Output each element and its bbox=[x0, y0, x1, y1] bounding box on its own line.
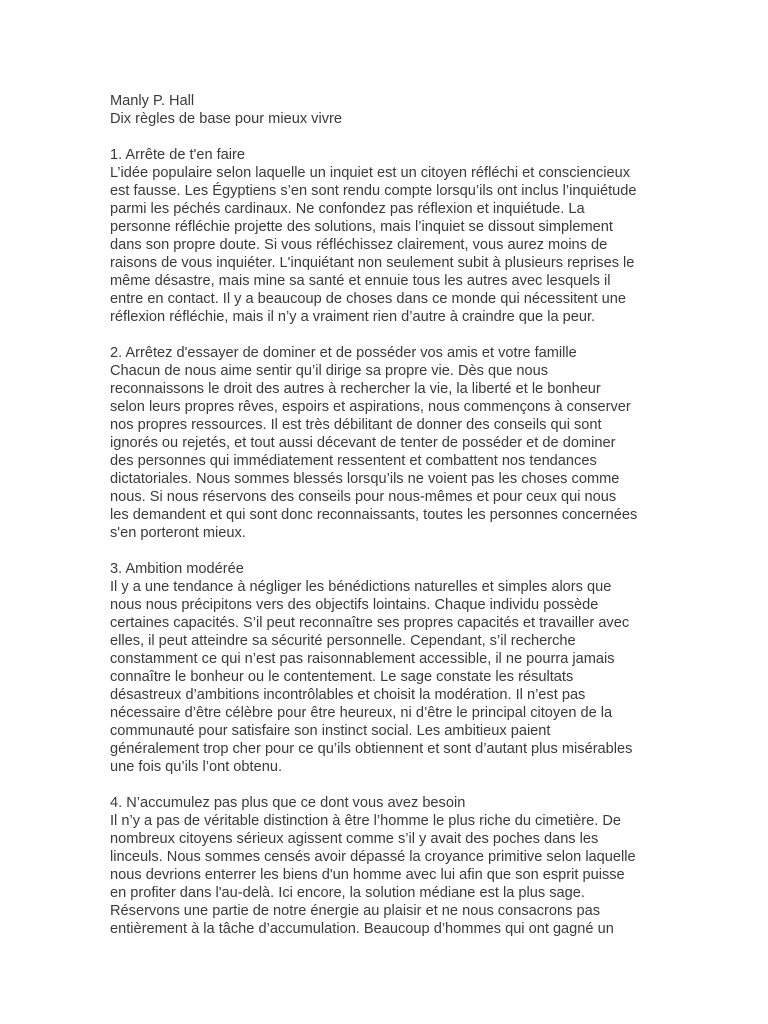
paragraph-line: ignorés ou rejetés, et tout aussi décevant de tenter de posséder et de dominer bbox=[110, 435, 616, 451]
paragraph-line: Il y a une tendance à négliger les bénédictions naturelles et simples alors que bbox=[110, 579, 612, 595]
paragraph-line: reconnaissons le droit des autres à rechercher la vie, la liberté et le bonheur bbox=[110, 381, 601, 397]
paragraph-line: en profiter dans l'au-delà. Ici encore, la solution médiane est la plus sage. bbox=[110, 885, 585, 901]
paragraph-line: nécessaire d’être célèbre pour être heureux, ni d’être le principal citoyen de la bbox=[110, 705, 613, 721]
section-2 bbox=[110, 344, 658, 542]
paragraph-line: des personnes qui immédiatement ressentent et combattent nos tendances bbox=[110, 453, 597, 469]
section-heading: 4. N’accumulez pas plus que ce dont vous avez besoin bbox=[110, 795, 466, 811]
paragraph-line: nombreux citoyens sérieux agissent comme s’il y avait des poches dans les bbox=[110, 831, 599, 847]
paragraph-line: Réservons une partie de notre énergie au plaisir et ne nous consacrons pas bbox=[110, 903, 601, 919]
section-paragraph bbox=[110, 812, 658, 938]
paragraph-line: communauté pour satisfaire son instinct social. Les ambitieux paient bbox=[110, 723, 551, 739]
paragraph-line: nos propres ressources. Il est très débilitant de donner des conseils qui sont bbox=[110, 417, 602, 433]
paragraph-line: réflexion réfléchie, mais il n’y a vraiment rien d’autre à craindre que la peur. bbox=[110, 309, 596, 325]
paragraph-line: une fois qu’ils l’ont obtenu. bbox=[110, 759, 282, 775]
paragraph-line: linceuls. Nous sommes censés avoir dépassé la croyance primitive selon laquelle bbox=[110, 849, 636, 865]
paragraph-line: est fausse. Les Égyptiens s’en sont rendu compte lorsqu’ils ont inclus l’inquiétude bbox=[110, 183, 637, 199]
paragraph-line: raisons de vous inquiéter. L'inquiétant non seulement subit à plusieurs reprises le bbox=[110, 255, 635, 271]
paragraph-line: certaines capacités. S’il peut reconnaître ses propres capacités et travailler avec bbox=[110, 615, 630, 631]
paragraph-line: nous devrions enterrer les biens d'un homme avec lui afin que son esprit puisse bbox=[110, 867, 625, 883]
section-heading: 2. Arrêtez d'essayer de dominer et de posséder vos amis et votre famille bbox=[110, 345, 577, 361]
section-paragraph bbox=[110, 164, 658, 326]
paragraph-line: s'en porteront mieux. bbox=[110, 525, 246, 541]
paragraph-line: personne réfléchie projette des solutions, mais l’inquiet se dissout simplement bbox=[110, 219, 613, 235]
section-3 bbox=[110, 560, 658, 776]
paragraph-line: elles, il peut atteindre sa sécurité personnelle. Cependant, s’il recherche bbox=[110, 633, 576, 649]
section-4 bbox=[110, 794, 658, 938]
section-heading: 3. Ambition modérée bbox=[110, 561, 244, 577]
paragraph-line: parmi les péchés cardinaux. Ne confondez pas réflexion et inquiétude. La bbox=[110, 201, 585, 217]
paragraph-line: L’idée populaire selon laquelle un inquiet est un citoyen réfléchi et consciencieux bbox=[110, 165, 631, 181]
document-title: Dix règles de base pour mieux vivre bbox=[110, 111, 342, 127]
section-paragraph bbox=[110, 362, 658, 542]
paragraph-line: nous. Si nous réservons des conseils pour nous-mêmes et pour ceux qui nous bbox=[110, 489, 617, 505]
paragraph-line: constamment ce qui n’est pas raisonnablement accessible, il ne pourra jamais bbox=[110, 651, 615, 667]
paragraph-line: désastreux d’ambitions incontrôlables et choisit la modération. Il n’est pas bbox=[110, 687, 586, 703]
section-heading: 1. Arrête de t'en faire bbox=[110, 147, 246, 163]
paragraph-line: dans son propre doute. Si vous réfléchissez clairement, vous aurez moins de bbox=[110, 237, 608, 253]
document-body bbox=[110, 146, 658, 938]
paragraph-line: entre en contact. Il y a beaucoup de choses dans ce monde qui nécessitent une bbox=[110, 291, 626, 307]
paragraph-line: même désastre, mais mine sa santé et ennuie tous les autres avec lesquels il bbox=[110, 273, 611, 289]
paragraph-line: généralement trop cher pour ce qu’ils obtiennent et sont d’autant plus misérables bbox=[110, 741, 633, 757]
paragraph-line: connaître le bonheur ou le contentement. Le sage constate les résultats bbox=[110, 669, 574, 685]
section-1 bbox=[110, 146, 658, 326]
paragraph-line: selon leurs propres rêves, espoirs et aspirations, nous commençons à conserver bbox=[110, 399, 631, 415]
paragraph-line: Chacun de nous aime sentir qu’il dirige sa propre vie. Dès que nous bbox=[110, 363, 549, 379]
document-author: Manly P. Hall bbox=[110, 93, 195, 109]
paragraph-line: Il n’y a pas de véritable distinction à être l’homme le plus riche du cimetière. De bbox=[110, 813, 622, 829]
paragraph-line: nous nous précipitons vers des objectifs lointains. Chaque individu possède bbox=[110, 597, 599, 613]
document-page bbox=[110, 92, 658, 938]
paragraph-line: les demandent et qui sont donc reconnaissants, toutes les personnes concernées bbox=[110, 507, 638, 523]
section-paragraph bbox=[110, 578, 658, 776]
paragraph-line: entièrement à la tâche d’accumulation. Beaucoup d’hommes qui ont gagné un bbox=[110, 921, 614, 937]
paragraph-line: dictatoriales. Nous sommes blessés lorsqu’ils ne voient pas les choses comme bbox=[110, 471, 620, 487]
